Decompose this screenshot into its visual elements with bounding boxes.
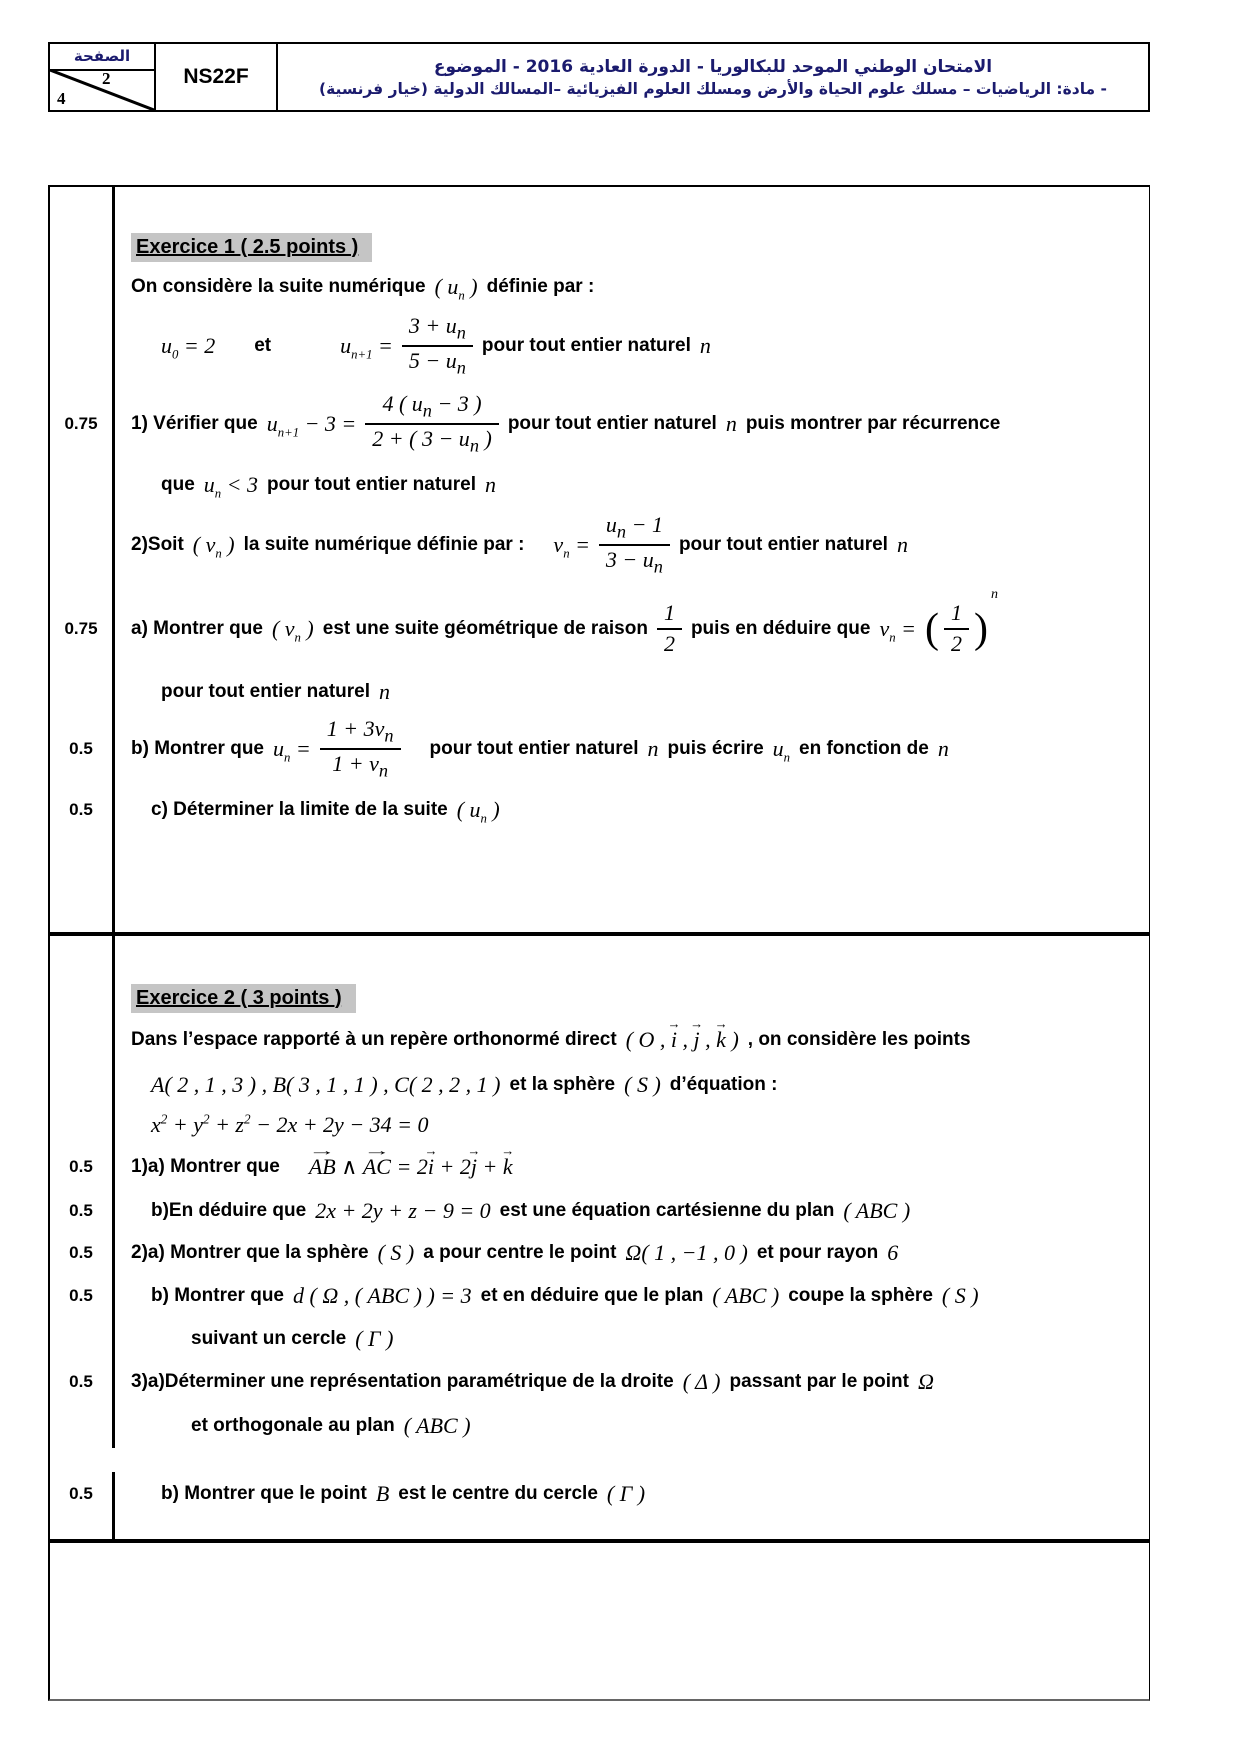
math-fragment: ( $v_n$ ) [192, 532, 235, 561]
text-fragment: b)En déduire que [151, 1200, 307, 1221]
math-fragment: Ω [917, 1369, 934, 1394]
text-fragment: pour tout entier naturel [267, 474, 477, 495]
question-1-cont [50, 465, 1149, 505]
fraction-denominator: $3 - u_n$ [605, 547, 663, 577]
exam-code: NS22F [156, 44, 278, 110]
math-fragment: n [647, 736, 659, 761]
math-fragment: ( $u_n$ ) [434, 274, 478, 303]
fraction [402, 313, 473, 379]
text-fragment: 3)a)Déterminer une représentation paramétrique de la droite [131, 1371, 674, 1392]
text-fragment: et la sphère [509, 1074, 616, 1095]
question-2a-cont [50, 673, 1149, 711]
text-fragment: Dans l’espace rapporté à un repère orthonormé direct [131, 1029, 617, 1050]
text-fragment: puis écrire [667, 738, 764, 759]
fraction-denominator: 2 [663, 631, 675, 656]
text-fragment: pour tout entier naturel [481, 335, 691, 356]
empty-footer-area [50, 1543, 1149, 1699]
fraction-numerator: 1 [657, 600, 682, 630]
math-fragment: ( Δ ) [682, 1369, 721, 1394]
question-1 [50, 383, 1149, 465]
text-fragment: et [254, 335, 272, 356]
text-fragment: 2)a) Montrer que la sphère [131, 1242, 369, 1263]
text-fragment: puis en déduire que [690, 618, 871, 639]
sphere-equation [50, 1106, 1149, 1144]
big-paren-close: ) [973, 606, 988, 652]
math-fragment: d ( Ω , ( ABC ) ) = 3 [293, 1283, 472, 1308]
text-fragment: 2)Soit [131, 534, 184, 555]
text-fragment: suivant un cercle [191, 1328, 347, 1349]
fraction [599, 512, 670, 578]
math-fragment: n [896, 532, 908, 557]
text-fragment: et orthogonale au plan [191, 1415, 395, 1436]
math-fragment: n [725, 411, 737, 436]
fraction-numerator: $3 + u_n$ [402, 313, 473, 347]
fraction-denominator: $5 - u_n$ [408, 348, 466, 378]
text-fragment: est une suite géométrique de raison [322, 618, 648, 639]
text-fragment: est une équation cartésienne du plan [499, 1200, 835, 1221]
text-fragment: pour tout entier naturel [429, 738, 639, 759]
mark-value: 0.5 [69, 739, 93, 758]
question-1b [50, 1190, 1149, 1232]
question-3a [50, 1360, 1149, 1404]
question-2 [50, 505, 1149, 585]
math-fragment: ( $u_n$ ) [456, 797, 500, 826]
text-fragment: b) Montrer que [151, 1285, 284, 1306]
question-2b-cont [50, 1318, 1149, 1360]
math-fragment: Ω( 1 , −1 , 0 ) [625, 1240, 748, 1265]
math-fragment: n [379, 679, 390, 704]
text-fragment: pour tout entier naturel [161, 681, 370, 702]
question-2b [50, 711, 1149, 787]
math-fragment: $u_{n+1}$ = [340, 333, 393, 362]
fraction-denominator: 2 + ( $3 - u_n$ ) [372, 426, 492, 456]
exercise-2-intro-line1 [50, 1016, 1149, 1064]
math-fragment: ( ABC ) [843, 1198, 911, 1223]
text-fragment: définie par : [486, 276, 595, 297]
exercise-1-title-row [50, 229, 1149, 265]
math-fragment: n [699, 333, 711, 358]
exercise-2-title-row [50, 980, 1149, 1016]
fraction [657, 600, 682, 658]
fraction [320, 716, 401, 782]
math-fragment: ( S ) [624, 1072, 661, 1097]
text-fragment: puis montrer par récurrence [745, 413, 1001, 434]
exercise-2-title: Exercice 2 ( 3 points ) [131, 984, 356, 1013]
question-3a-cont [50, 1404, 1149, 1448]
mark-value: 0.75 [64, 414, 98, 433]
text-fragment: 1) Vérifier que [131, 413, 258, 434]
mark-value: 0.5 [69, 800, 93, 819]
math-fragment: $x^2 + y^2 + z^2 - 2x + 2y - 34 = 0$ [151, 1111, 429, 1137]
exercise-1-title: Exercice 1 ( 2.5 points ) [131, 233, 372, 262]
page-label: الصفحة [50, 44, 154, 71]
math-fragment: ( $v_n$ ) [271, 616, 314, 645]
text-fragment: et en déduire que le plan [480, 1285, 704, 1306]
math-fragment: 6 [887, 1240, 899, 1265]
text-fragment: , on considère les points [747, 1029, 971, 1050]
exponent: n [990, 587, 998, 602]
content-frame [48, 185, 1150, 1701]
math-fragment: $u_n < 3$ [203, 472, 259, 501]
math-fragment: $u_0 = 2$ [161, 333, 216, 362]
text-fragment: pour tout entier naturel [678, 534, 888, 555]
text-fragment: pour tout entier naturel [507, 413, 717, 434]
question-2b [50, 1274, 1149, 1318]
page-total: 4 [57, 89, 66, 108]
exam-title [278, 44, 1148, 110]
text-fragment: On considère la suite numérique [131, 276, 426, 297]
mark-value: 0.5 [69, 1286, 93, 1305]
text-fragment: b) Montrer que [131, 738, 264, 759]
math-fragment: AB → ∧ AC → = 2i → + 2j → + k → [309, 1154, 513, 1180]
text-fragment: a) Montrer que [131, 618, 263, 639]
text-fragment: 1)a) Montrer que [131, 1156, 280, 1177]
mark-value: 0.5 [69, 1243, 93, 1262]
text-fragment: c) Déterminer la limite de la suite [151, 799, 448, 820]
page-current: 2 [102, 69, 111, 88]
math-fragment: ( O , i → , j → , k → ) [626, 1027, 739, 1053]
exam-title-line1: الامتحان الوطني الموحد للبكالوريا - الدورة العادية 2016 - الموضوع [433, 56, 993, 77]
sequence-definition [50, 309, 1149, 383]
fraction [365, 391, 499, 457]
fraction-denominator: $1 + v_n$ [332, 751, 389, 781]
math-fragment: $u_n$ [772, 736, 791, 765]
math-fragment: n [937, 736, 949, 761]
math-fragment: ( ABC ) [712, 1283, 780, 1308]
text-fragment: et pour rayon [756, 1242, 879, 1263]
mark-value: 0.5 [69, 1157, 93, 1176]
big-paren-open: ( [924, 606, 939, 652]
exercise-1 [50, 187, 1149, 932]
text-fragment: a pour centre le point [423, 1242, 617, 1263]
math-fragment: ( Γ ) [606, 1481, 646, 1506]
text-fragment: d’équation : [669, 1074, 778, 1095]
math-fragment: 2x + 2y + z − 9 = 0 [315, 1198, 491, 1223]
mark-value: 0.5 [69, 1484, 93, 1503]
fraction [944, 600, 969, 658]
text-fragment: b) Montrer que le point [161, 1483, 367, 1504]
text-fragment: coupe la sphère [788, 1285, 933, 1306]
page-number-box [50, 44, 156, 110]
math-fragment: $u_{n+1} - 3$ = [266, 411, 357, 440]
mark-value: 0.5 [69, 1372, 93, 1391]
text-fragment: en fonction de [799, 738, 929, 759]
question-3b [50, 1472, 1149, 1516]
exercise-1-intro [50, 265, 1149, 309]
math-fragment: ( S ) [377, 1240, 415, 1265]
question-2a [50, 585, 1149, 673]
math-fragment: B [375, 1481, 390, 1506]
fraction-numerator: 4 ( $u_n - 3$ ) [365, 391, 499, 425]
math-fragment: A( 2 , 1 , 3 ) , B( 3 , 1 , 1 ) , C( 2 , 2 , 1 ) [151, 1072, 501, 1097]
header-table [48, 42, 1150, 112]
text-fragment: est le centre du cercle [398, 1483, 598, 1504]
text-fragment: que [161, 474, 195, 495]
fraction-numerator: 1 [944, 600, 969, 630]
math-fragment: ( Γ ) [355, 1326, 394, 1351]
math-fragment: $u_n$ = [273, 736, 311, 765]
fraction-numerator: $u_n - 1$ [599, 512, 670, 546]
mark-value: 0.75 [64, 619, 98, 638]
exam-title-line2: - مادة: الرياضيات – مسلك علوم الحياة والأرض ومسلك العلوم الفيزيائية –المسالك الدولية (خيار فرنسية) [319, 79, 1107, 98]
exercise-2 [50, 936, 1149, 1539]
mark-value: 0.5 [69, 1201, 93, 1220]
exercise-2-intro-line2 [50, 1064, 1149, 1106]
fraction-numerator: $1 + 3v_n$ [320, 716, 401, 750]
math-fragment: ( S ) [941, 1283, 979, 1308]
math-fragment: $v_n$ = [553, 532, 590, 561]
math-fragment: n [485, 472, 497, 497]
math-fragment: $v_n$ = [879, 616, 916, 645]
text-fragment: la suite numérique définie par : [243, 534, 525, 555]
question-2a [50, 1232, 1149, 1274]
question-1a [50, 1144, 1149, 1190]
math-fragment: ( ABC ) [403, 1413, 471, 1438]
text-fragment: passant par le point [729, 1371, 909, 1392]
fraction-denominator: 2 [950, 631, 962, 656]
question-2c [50, 787, 1149, 833]
